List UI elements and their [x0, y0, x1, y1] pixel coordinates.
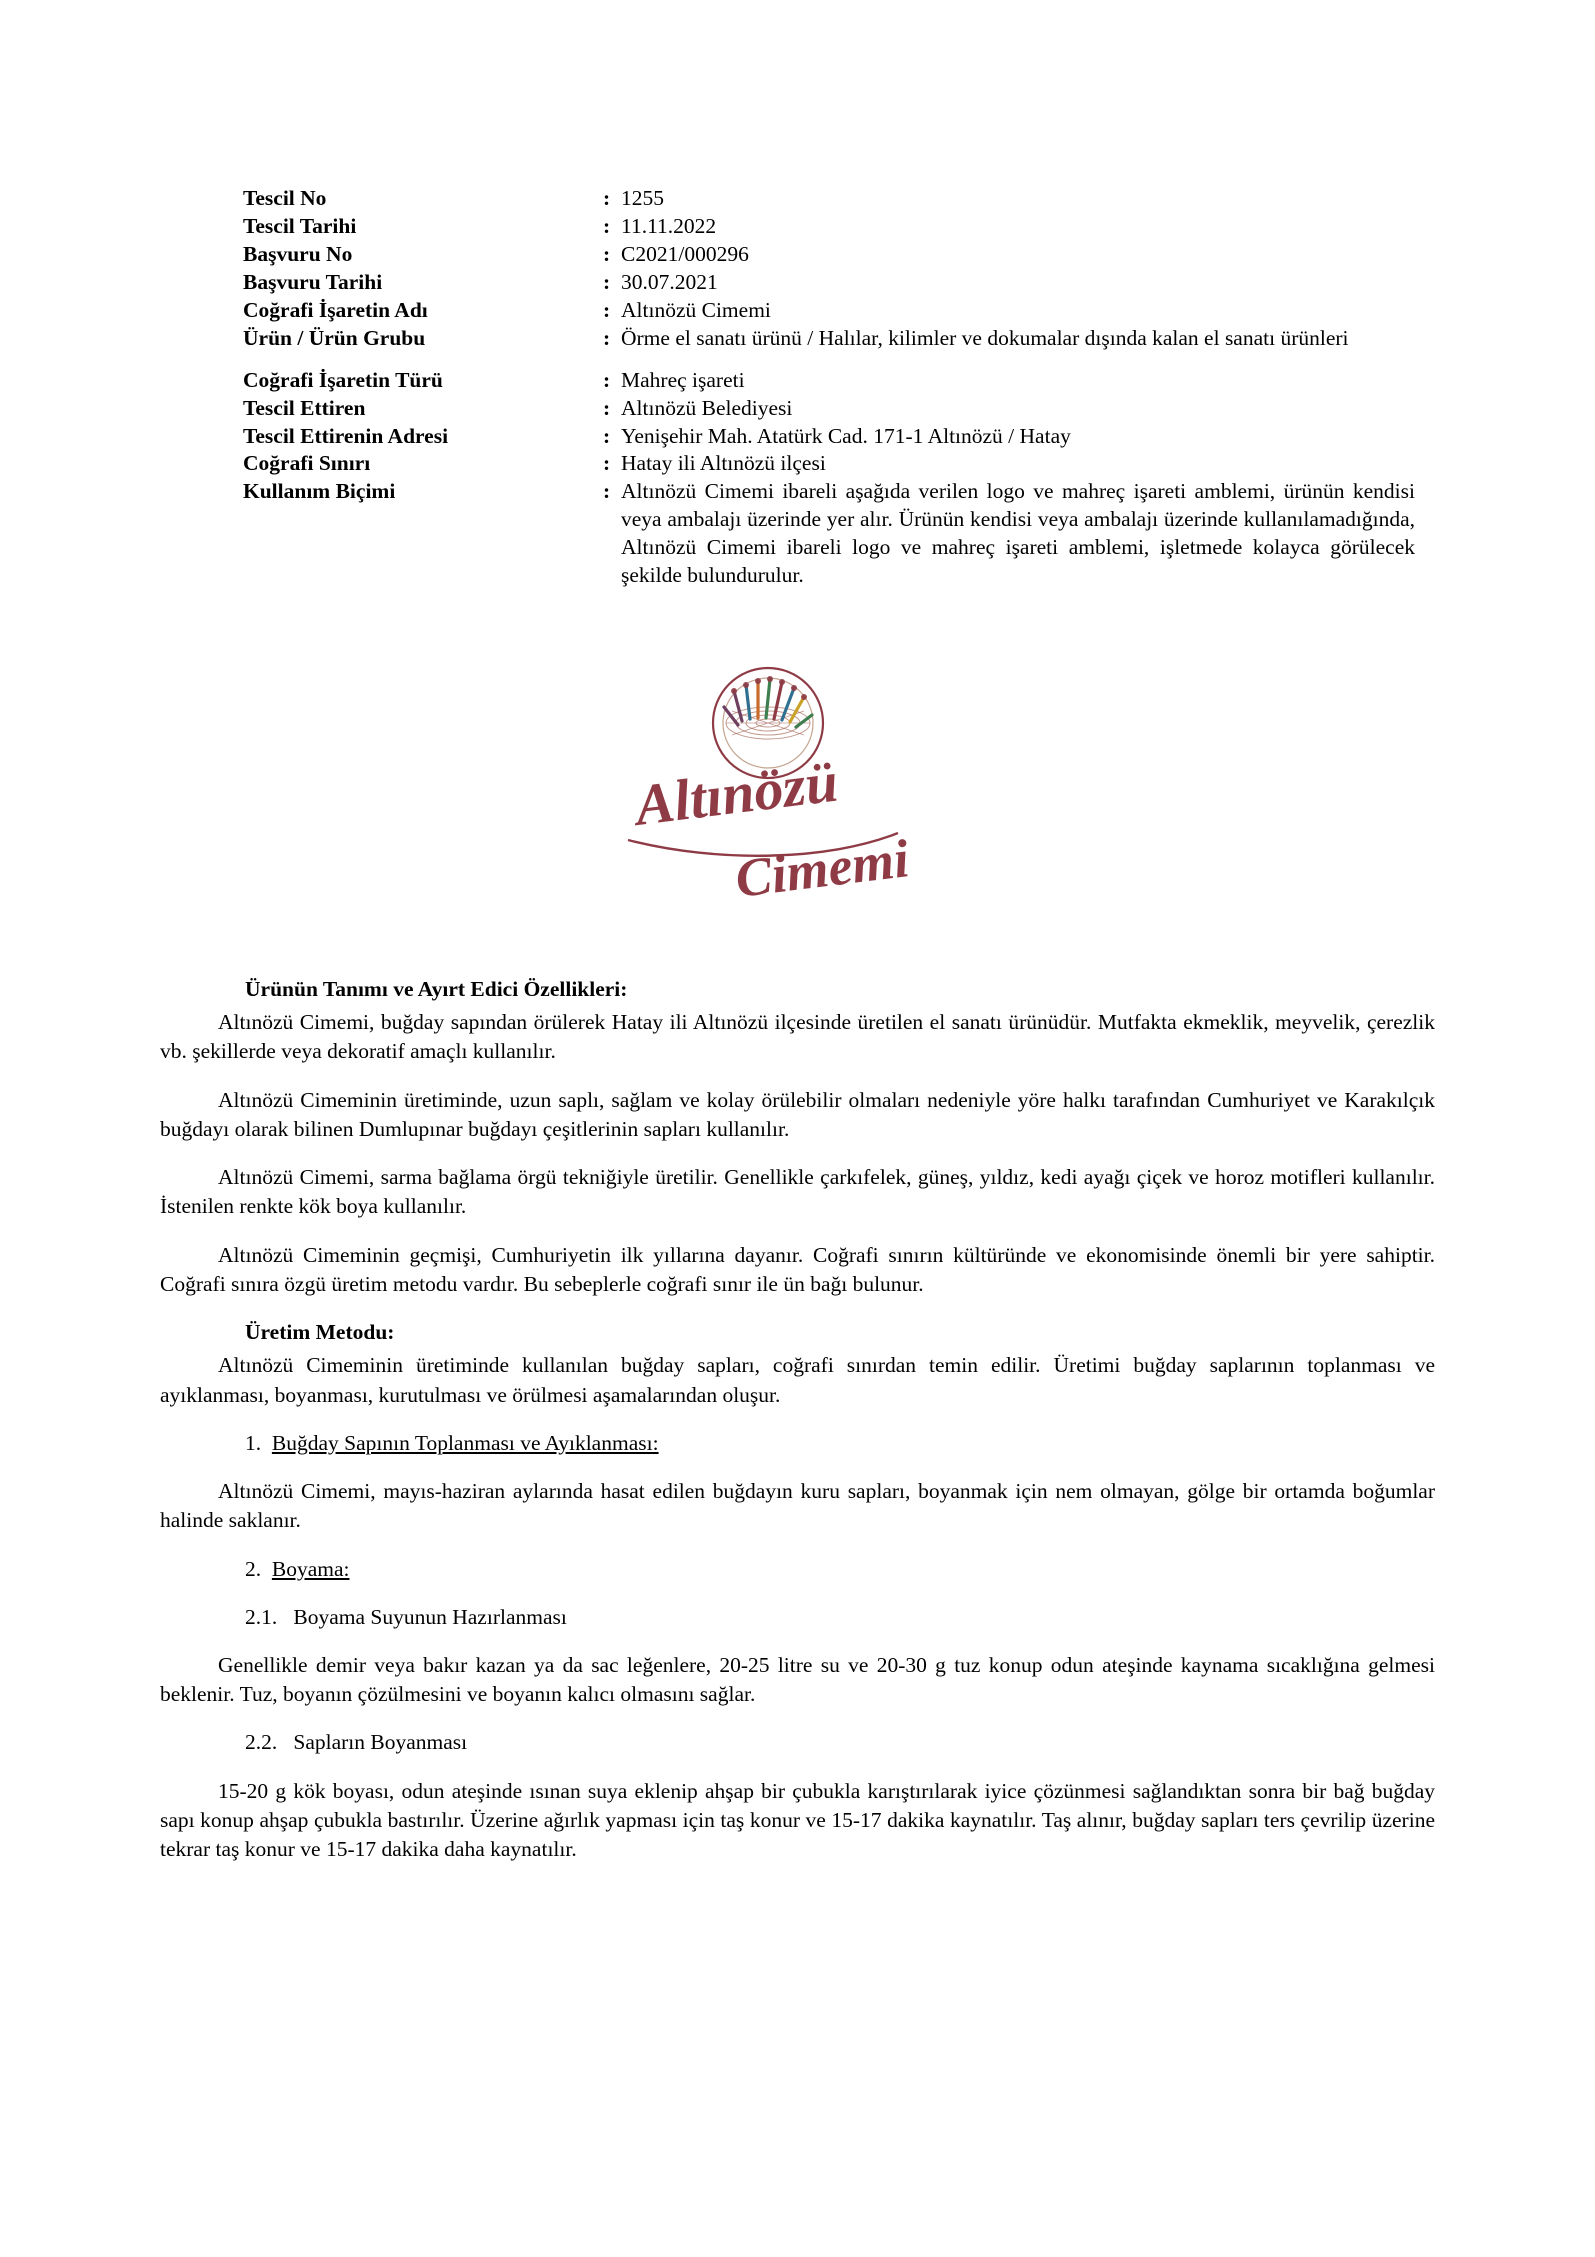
row-value: Yenişehir Mah. Atatürk Cad. 171-1 Altınözü / Hatay: [621, 423, 1071, 448]
table-row: [243, 185, 1415, 213]
paragraph-spacer: [160, 1462, 1435, 1477]
table-row: [243, 241, 1415, 269]
sub-item-number: 2.1.: [245, 1604, 278, 1629]
row-value: Mahreç işareti: [621, 367, 745, 392]
table-row: [243, 450, 1415, 478]
altinozu-cimemi-logo: [598, 665, 998, 935]
row-colon: :: [603, 186, 611, 210]
row-label: Coğrafi Sınırı: [243, 451, 371, 476]
row-value: C2021/000296: [621, 241, 749, 266]
row-colon: :: [603, 423, 611, 448]
row-colon: :: [603, 479, 611, 504]
row-colon: :: [603, 297, 611, 322]
row-label: Coğrafi İşaretin Adı: [243, 297, 428, 322]
svg-text:Cimemi: Cimemi: [731, 828, 912, 909]
list-item: [160, 1555, 1435, 1584]
table-row: [243, 395, 1415, 423]
paragraph: Altınözü Cimemi, mayıs-haziran aylarında hasat edilen buğdayın kuru sapları, boyanmak için nem olmayan, gölge bir ortamda boğumlar halinde saklanır.: [160, 1479, 1435, 1533]
row-colon: :: [603, 269, 611, 294]
row-label: Kullanım Biçimi: [243, 479, 396, 504]
paragraph: Altınözü Cimemi, sarma bağlama örgü tekniğiyle üretilir. Genellikle çarkıfelek, güneş, yıldız, kedi ayağı çiçek ve horoz motifleri kullanılır. İstenilen renkte kök boya kullanılır.: [160, 1165, 1435, 1219]
list-item: [160, 1429, 1435, 1458]
paragraph-spacer: [160, 1071, 1435, 1086]
paragraph-spacer: [160, 1303, 1435, 1318]
svg-text:Altınözü: Altınözü: [631, 748, 841, 838]
registration-info-table: [243, 185, 1415, 590]
list-item-title: Boyama:: [271, 1556, 350, 1581]
paragraph: Altınözü Cimemi, buğday sapından örülerek Hatay ili Altınözü ilçesinde üretilen el sanatı ürünüdür. Mutfakta ekmeklik, meyvelik, çerezlik vb. şekillerde veya dekoratif amaçlı kullanılır.: [160, 1010, 1435, 1064]
table-row: [243, 297, 1415, 325]
sub-item-title: Boyama Suyunun Hazırlanması: [293, 1604, 567, 1629]
list-item-number: 2.: [245, 1556, 262, 1581]
row-value: Örme el sanatı ürünü / Halılar, kilimler ve dokumalar dışında kalan el sanatı ürünleri: [621, 325, 1349, 350]
paragraph-spacer: [160, 1148, 1435, 1163]
row-value: 11.11.2022: [621, 213, 717, 238]
paragraph-spacer: [160, 1540, 1435, 1555]
paragraph: Altınözü Cimeminin üretiminde, uzun saplı, sağlam ve kolay örülebilir olmaları nedeniyle yöre halkı tarafından Cumhuriyet ve Karakılçık buğdayı olarak bilinen Dumlupınar buğdayı çeşitlerinin sapları kullanılır.: [160, 1087, 1435, 1141]
row-label: Tescil Ettiren: [243, 395, 366, 420]
sub-item-title: Sapların Boyanması: [293, 1730, 468, 1755]
row-value: Altınözü Cimemi ibareli aşağıda verilen logo ve mahreç işareti amblemi, ürünün kendisi veya ambalajı üzerinde yer alır. Ürünün kendisi veya ambalajı üzerinde kullanılamadığında, Altınözü Cimemi ibareli logo ve mahreç işareti amblemi, işletmede kolayca görülecek şekilde bulundurulur.: [621, 479, 1415, 588]
row-colon: :: [603, 213, 611, 238]
paragraph-spacer: [160, 1636, 1435, 1651]
row-value: Altınözü Cimemi: [621, 297, 771, 322]
row-value: 30.07.2021: [621, 269, 718, 294]
row-label: Tescil Tarihi: [243, 213, 357, 238]
paragraph-spacer: [160, 1713, 1435, 1728]
section-heading-product-definition: Ürünün Tanımı ve Ayırt Edici Özellikleri:: [245, 977, 628, 1001]
table-row: [243, 213, 1415, 241]
row-colon: :: [603, 395, 611, 420]
section-heading-production-method: Üretim Metodu:: [245, 1320, 395, 1345]
table-row: [243, 367, 1415, 395]
paragraph-spacer: [160, 1588, 1435, 1603]
table-row: [243, 478, 1415, 590]
paragraph-spacer: [160, 1414, 1435, 1429]
sub-list-item: [160, 1728, 1435, 1757]
logo-container: [0, 665, 1595, 940]
row-colon: :: [603, 367, 611, 392]
paragraph: 15-20 g kök boyası, odun ateşinde ısınan suya eklenip ahşap bir çubukla karıştırılarak iyice çözünmesi sağlandıktan sonra bir bağ buğday sapı konup ahşap çubukla bastırılır. Üzerine ağırlık yapması için taş konur ve 15-17 dakika kaynatılır. Taş alınır, buğday sapları ters çevrilip üzerine tekrar taş konur ve 15-17 dakika daha kaynatılır.: [160, 1778, 1435, 1862]
paragraph: Genellikle demir veya bakır kazan ya da sac leğenlere, 20-25 litre su ve 20-30 g tuz konup odun ateşinde kaynama sıcaklığına gelmesi beklenir. Tuz, boyanın çözülmesini ve boyanın kalıcı olmasını sağlar.: [160, 1652, 1435, 1707]
row-colon: :: [603, 325, 611, 350]
list-item-title: Buğday Sapının Toplanması ve Ayıklanması:: [271, 1430, 659, 1455]
table-row: [243, 423, 1415, 451]
row-label: Tescil Ettirenin Adresi: [243, 423, 449, 448]
paragraph-spacer: [160, 1226, 1435, 1241]
table-row: [243, 269, 1415, 297]
row-spacer: [243, 353, 1415, 367]
row-colon: :: [603, 241, 611, 266]
row-value: 1255: [621, 186, 664, 210]
document-body: [160, 975, 1435, 1868]
row-value: Hatay ili Altınözü ilçesi: [621, 451, 826, 476]
row-label: Başvuru Tarihi: [243, 269, 383, 294]
table-row: [243, 325, 1415, 353]
row-label: Başvuru No: [243, 241, 353, 266]
row-value: Altınözü Belediyesi: [621, 395, 793, 420]
sub-list-item: [160, 1603, 1435, 1632]
row-label: Tescil No: [243, 186, 327, 210]
paragraph-spacer: [160, 1762, 1435, 1777]
row-colon: :: [603, 451, 611, 476]
row-label: Ürün / Ürün Grubu: [243, 325, 426, 350]
row-label: Coğrafi İşaretin Türü: [243, 367, 443, 392]
list-item-number: 1.: [245, 1430, 262, 1455]
sub-item-number: 2.2.: [245, 1730, 278, 1755]
paragraph: Altınözü Cimeminin geçmişi, Cumhuriyetin ilk yıllarına dayanır. Coğrafi sınırın kültüründe ve ekonomisinde önemli bir yere sahiptir. Coğrafi sınıra özgü üretim metodu vardır. Bu sebeplerle coğrafi sınır ile ün bağı bulunur.: [160, 1242, 1435, 1296]
paragraph: Altınözü Cimeminin üretiminde kullanılan buğday sapları, coğrafi sınırdan temin edilir. Üretimi buğday saplarının toplanması ve ayıklanması, boyanması, kurutulması ve örülmesi aşamalarından oluşur.: [160, 1353, 1435, 1407]
